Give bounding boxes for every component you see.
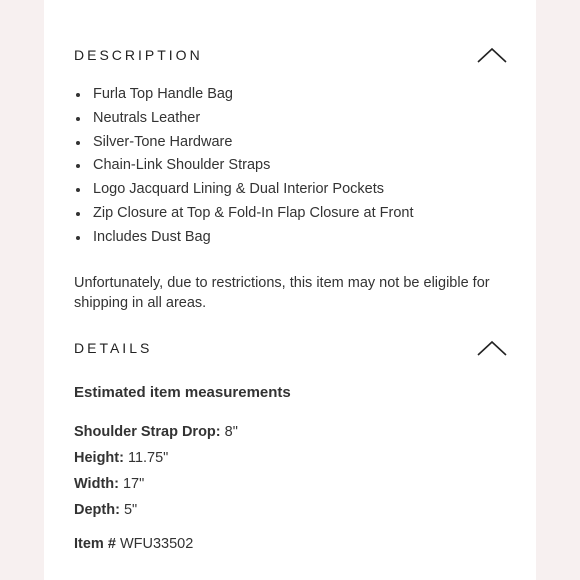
chevron-up-icon[interactable]: [476, 46, 508, 64]
measurements-list: [74, 419, 238, 523]
list-item: Silver-Tone Hardware: [74, 131, 413, 155]
description-title: DESCRIPTION: [74, 47, 203, 63]
measurement-value: 17": [118, 476, 145, 492]
measurement-row: [74, 497, 238, 523]
item-number-label: Item #: [74, 536, 116, 552]
list-item: Furla Top Handle Bag: [74, 83, 413, 107]
measurement-label: Shoulder Strap Drop:: [74, 424, 221, 440]
measurement-row: [74, 445, 238, 471]
measurement-row: [74, 471, 238, 497]
description-header[interactable]: [74, 46, 508, 64]
measurements-heading: Estimated item measurements: [74, 384, 291, 401]
shipping-notice: Unfortunately, due to restrictions, this item may not be eligible for shipping in all areas.: [74, 275, 490, 311]
list-item: Logo Jacquard Lining & Dual Interior Pockets: [74, 178, 413, 202]
measurement-value: 8": [220, 424, 238, 440]
measurement-label: Width:: [74, 476, 119, 492]
product-info-panel: [44, 0, 536, 580]
measurement-value: 5": [119, 502, 138, 518]
chevron-up-icon[interactable]: [476, 339, 508, 357]
measurement-label: Height:: [74, 450, 124, 466]
list-item: Zip Closure at Top & Fold-In Flap Closure at Front: [74, 202, 413, 226]
measurement-row: [74, 419, 238, 445]
measurement-value: 11.75": [123, 450, 169, 466]
measurement-label: Depth:: [74, 502, 120, 518]
list-item: Chain-Link Shoulder Straps: [74, 154, 413, 178]
list-item: Neutrals Leather: [74, 107, 413, 131]
item-number-value: WFU33502: [115, 536, 194, 552]
list-item: Includes Dust Bag: [74, 226, 413, 250]
item-number: [74, 536, 193, 552]
description-bullet-list: [74, 83, 413, 250]
details-title: DETAILS: [74, 340, 153, 356]
details-header[interactable]: [74, 339, 508, 357]
